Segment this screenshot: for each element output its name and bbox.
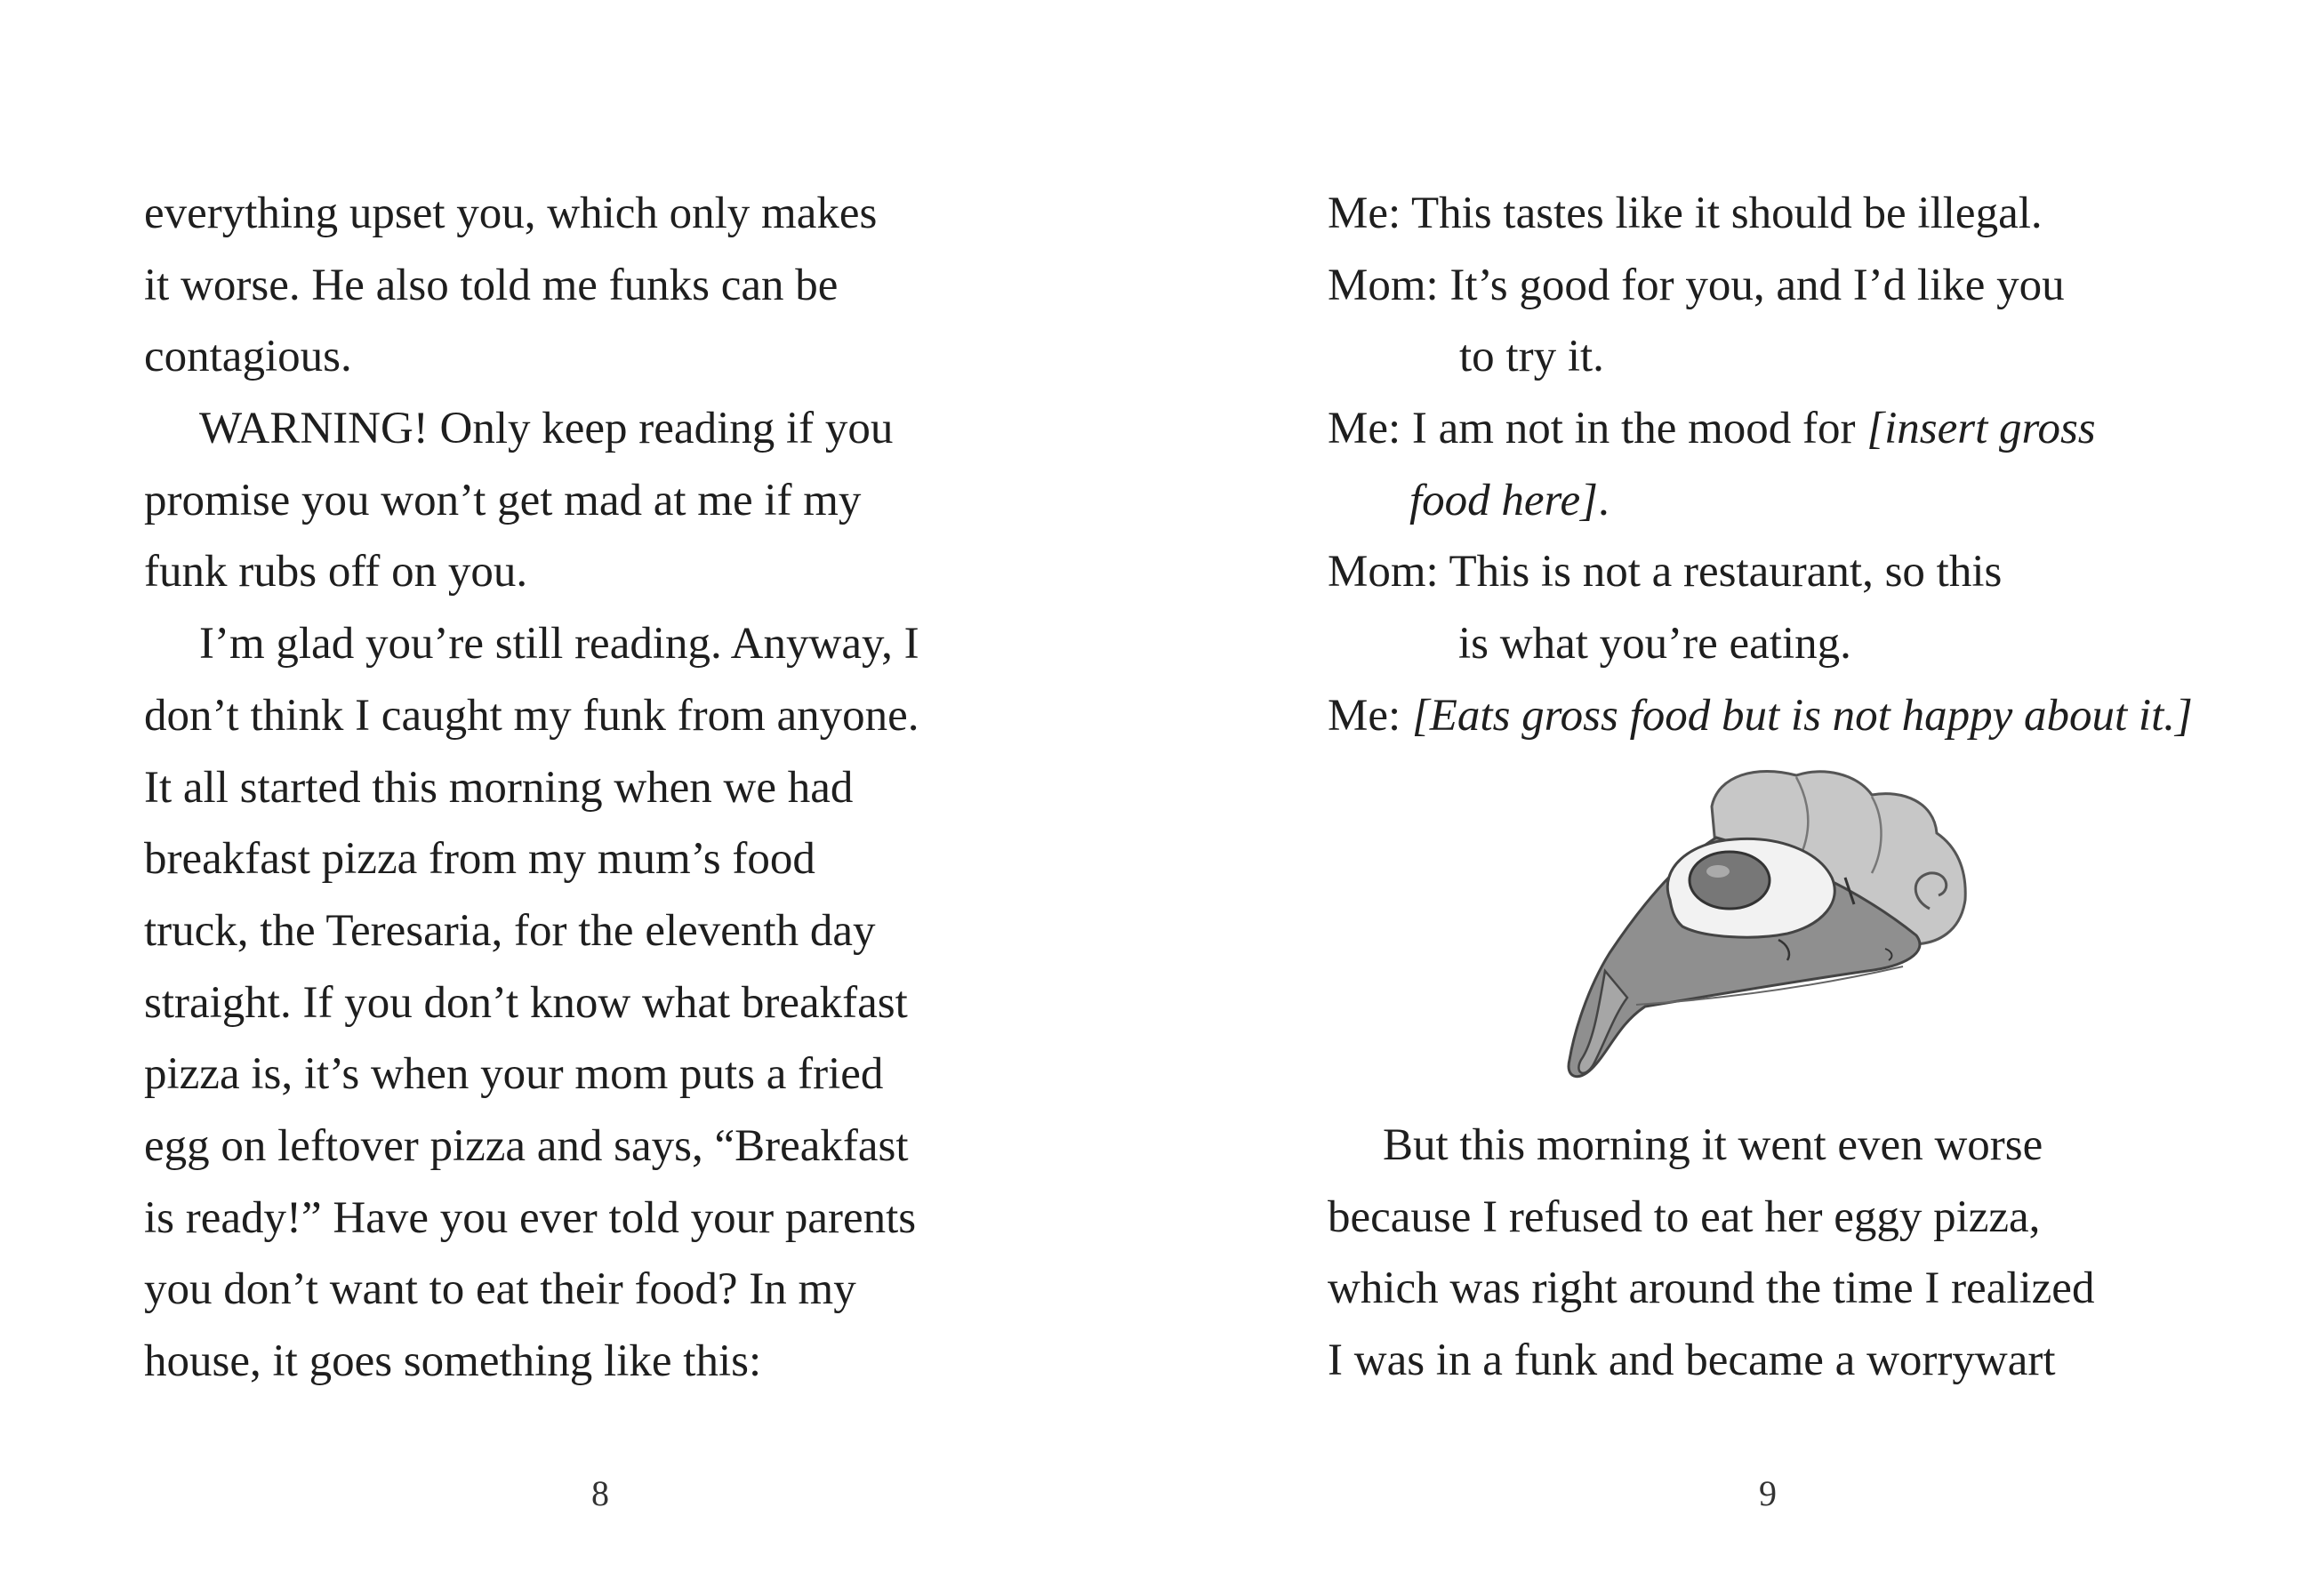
text-line: you don’t want to eat their food? In my xyxy=(144,1264,856,1315)
text-line: I’m glad you’re still reading. Anyway, I xyxy=(199,619,919,670)
text-line: truck, the Teresaria, for the eleventh day xyxy=(144,905,876,956)
dialogue-line: Mom: This is not a restaurant, so this xyxy=(1328,547,2003,597)
dialogue-block xyxy=(1328,178,2193,752)
dialogue-line: is what you’re eating. xyxy=(1458,619,1851,670)
stage-direction: [insert gross xyxy=(1866,404,2096,454)
stage-direction: food here] xyxy=(1409,475,1598,525)
text-line: I was in a funk and became a worrywart xyxy=(1328,1335,2056,1386)
text-line: straight. If you don’t know what breakfast xyxy=(144,977,908,1028)
dialogue-line: to try it. xyxy=(1459,332,1604,382)
pizza-slice-with-egg-illustration xyxy=(1512,766,2005,1095)
text-line: It all started this morning when we had xyxy=(144,762,854,813)
text-line: breakfast pizza from my mum’s food xyxy=(144,834,815,885)
right-page xyxy=(1156,0,2312,1596)
page-number: 9 xyxy=(1759,1473,1777,1513)
dialogue-text: Me: I am not in the mood for xyxy=(1328,404,1867,454)
dialogue-line xyxy=(1328,393,2193,465)
text-line: house, it goes something like this: xyxy=(144,1336,762,1386)
text-line: because I refused to eat her eggy pizza, xyxy=(1328,1191,2041,1242)
dialogue-line: Mom: It’s good for you, and I’d like you xyxy=(1328,260,2065,310)
dialogue-line: Me: This tastes like it should be illegal. xyxy=(1328,188,2043,238)
text-line: contagious. xyxy=(144,332,352,382)
right-page-text xyxy=(1328,1110,2094,1397)
page-number: 8 xyxy=(591,1473,609,1513)
text-line: it worse. He also told me funks can be xyxy=(144,260,839,310)
egg-yolk xyxy=(1690,852,1770,909)
text-line: egg on leftover pizza and says, “Breakfast xyxy=(144,1120,909,1171)
text-line: WARNING! Only keep reading if you xyxy=(199,404,894,454)
text-line: funk rubs off on you. xyxy=(144,547,528,597)
text-line: everything upset you, which only makes xyxy=(144,188,878,238)
stage-direction: [Eats gross food but is not happy about it.] xyxy=(1411,690,2193,741)
dialogue-text: Me: xyxy=(1328,690,1412,741)
text-line: is ready!” Have you ever told your parents xyxy=(144,1192,917,1243)
dialogue-text: . xyxy=(1598,475,1610,525)
text-line: But this morning it went even worse xyxy=(1383,1120,2043,1170)
text-line: which was right around the time I realized xyxy=(1328,1263,2095,1314)
dialogue-line xyxy=(1328,465,2193,537)
text-line: pizza is, it’s when your mom puts a fried xyxy=(144,1049,884,1100)
text-line: promise you won’t get mad at me if my xyxy=(144,475,862,525)
dialogue-line xyxy=(1328,680,2193,752)
text-line: don’t think I caught my funk from anyone. xyxy=(144,690,919,741)
left-page-text xyxy=(144,178,919,1398)
